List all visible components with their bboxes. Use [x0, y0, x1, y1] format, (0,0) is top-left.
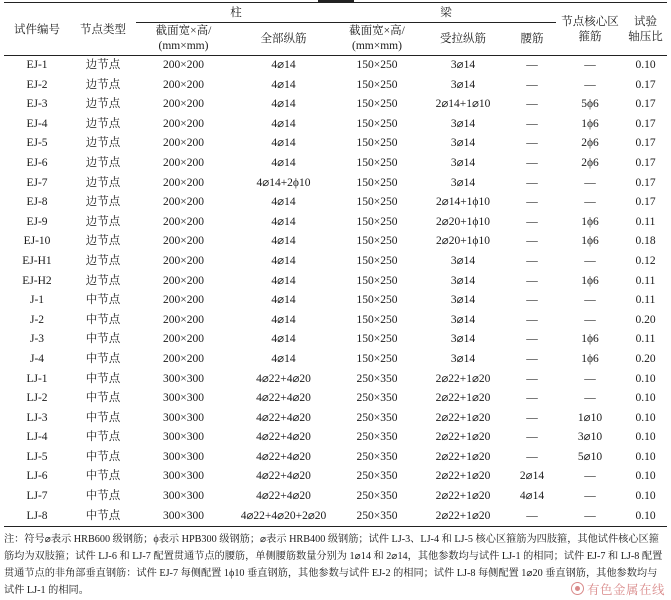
cell-beam-waist-rebar: —	[526, 372, 538, 385]
cell-column-section: 300×300	[163, 450, 204, 463]
cell-core-stirrup: 3⌀10	[577, 431, 603, 444]
cell-beam-tension-rebar: 3⌀14	[450, 254, 476, 267]
cell-joint-type: 边节点	[85, 176, 121, 189]
header-column-rebar: 全部纵筋	[231, 23, 336, 56]
cell-beam-section: 150×250	[356, 117, 398, 130]
cell-specimen-id: LJ-8	[4, 507, 70, 527]
table-row	[4, 174, 667, 194]
cell-axial-ratio: 0.10	[635, 411, 656, 424]
cell-beam-tension-rebar: 2⌀22+1⌀20	[435, 431, 491, 444]
cell-specimen-id: J-1	[29, 294, 45, 307]
cell-column-section: 200×200	[163, 98, 204, 111]
cell-core-stirrup: 2ϕ6	[581, 137, 599, 150]
cell-beam-section: 150×250	[356, 98, 398, 111]
cell-core-stirrup: —	[584, 196, 596, 209]
cell-joint-type: 边节点	[85, 156, 121, 169]
cell-specimen-id: LJ-6	[26, 470, 48, 483]
cell-core-stirrup: 5ϕ6	[581, 98, 599, 111]
cell-column-rebar: 4⌀14	[271, 274, 296, 287]
cell-column-rebar: 4⌀14	[271, 156, 296, 169]
cell-column-section: 200×200	[163, 294, 204, 307]
cell-beam-tension-rebar: 2⌀22+1⌀20	[435, 450, 491, 463]
cell-core-stirrup: 1ϕ6	[581, 274, 599, 287]
table-row	[4, 370, 667, 390]
cell-axial-ratio: 0.17	[635, 137, 656, 150]
cell-joint-type: 中节点	[70, 507, 136, 527]
table-row	[4, 311, 667, 331]
cell-beam-waist-rebar: —	[526, 411, 538, 424]
cell-beam-tension-rebar: 2⌀20+1ϕ10	[436, 235, 490, 248]
cell-column-section: 200×200	[163, 176, 204, 189]
cell-column-rebar: 4⌀14	[271, 215, 296, 228]
cell-column-section: 200×200	[163, 78, 204, 91]
cell-column-section: 200×200	[163, 254, 204, 267]
cell-axial-ratio: 0.10	[635, 59, 656, 71]
cell-core-stirrup: 1⌀10	[577, 411, 603, 424]
cell-core-stirrup: 1ϕ6	[581, 333, 599, 346]
table-body	[4, 56, 667, 527]
cell-axial-ratio: 0.17	[635, 98, 656, 111]
cell-column-rebar: 4⌀14	[271, 78, 296, 91]
cell-column-section: 200×200	[163, 137, 204, 150]
table-row	[4, 76, 667, 96]
cell-beam-tension-rebar: 3⌀14	[450, 333, 476, 346]
table-row	[4, 389, 667, 409]
cell-beam-tension-rebar: 2⌀22+1⌀20	[435, 490, 491, 503]
cell-beam-waist-rebar: —	[526, 215, 538, 228]
cell-column-section: 200×200	[163, 156, 204, 169]
cell-core-stirrup: —	[584, 372, 596, 385]
table-row	[4, 448, 667, 468]
cell-specimen-id: EJ-1	[26, 59, 48, 71]
cell-column-rebar: 4⌀22+4⌀20	[256, 372, 311, 385]
table-notes: 注：符号⌀表示 HRB600 级钢筋；ϕ表示 HPB300 级钢筋；⌀表示 HRB400 级钢筋；试件 LJ-3、LJ-4 和 LJ-5 核心区箍筋为四肢箍，其他试件核心区箍筋均为双肢箍；试件 LJ-6 和 LJ-7 配置贯通节点的腰筋，单侧腰筋数量分别为 1⌀14 和 2⌀14，其他参数均与试件 LJ-1 的相同；试件 EJ-7 和 LJ-8 配置贯通节点的非角部垂直钢筋：试件 EJ-7 每侧配置 1ϕ10 垂直钢筋，其他参数与试件 EJ-2 的相同；试件 LJ-8 每侧配置 1⌀20 垂直钢筋，其他参数均与试件 LJ-1 的相同。	[4, 534, 663, 596]
cell-beam-waist-rebar: —	[526, 196, 538, 209]
cell-column-rebar: 4⌀14	[271, 137, 296, 150]
cell-beam-waist-rebar: —	[526, 450, 538, 463]
cell-axial-ratio: 0.11	[635, 274, 656, 287]
table-row	[4, 232, 667, 252]
cell-column-rebar: 4⌀14	[271, 294, 296, 307]
cell-beam-tension-rebar: 2⌀22+1⌀20	[435, 392, 491, 405]
header-joint-type: 节点类型	[70, 5, 136, 56]
cell-joint-type: 中节点	[85, 470, 121, 483]
cell-column-rebar: 4⌀22+4⌀20	[256, 411, 311, 424]
table-row	[4, 95, 667, 115]
cell-joint-type: 边节点	[85, 254, 121, 267]
cell-beam-waist-rebar: 2⌀14	[519, 470, 545, 483]
cell-joint-type: 中节点	[85, 490, 121, 503]
header-group-beam: 梁	[336, 5, 556, 23]
cell-core-stirrup: 5⌀10	[577, 450, 603, 463]
cell-beam-section: 150×250	[356, 313, 398, 326]
table-row	[4, 272, 667, 292]
table-row	[4, 134, 667, 154]
table-row	[4, 291, 667, 311]
cell-specimen-id: J-3	[29, 333, 45, 346]
cell-beam-section: 150×250	[356, 352, 398, 365]
cell-beam-tension-rebar: 3⌀14	[450, 352, 476, 365]
cell-joint-type: 中节点	[85, 333, 121, 346]
cell-joint-type: 中节点	[85, 392, 121, 405]
table-row	[4, 115, 667, 135]
cell-column-rebar: 4⌀22+4⌀20	[256, 470, 311, 483]
cell-beam-section: 150×250	[356, 294, 398, 307]
cell-core-stirrup: 2ϕ6	[581, 156, 599, 169]
cell-beam-section: 250×350	[356, 411, 398, 424]
cell-column-rebar: 4⌀22+4⌀20	[256, 450, 311, 463]
cell-column-rebar: 4⌀14	[271, 352, 296, 365]
header-group-column: 柱	[136, 5, 336, 23]
cell-core-stirrup: —	[584, 294, 596, 307]
cell-specimen-id: LJ-1	[26, 372, 48, 385]
cell-specimen-id: EJ-5	[26, 137, 48, 150]
cell-specimen-id: LJ-3	[26, 411, 48, 424]
cell-core-stirrup: —	[556, 507, 624, 527]
cell-axial-ratio: 0.20	[635, 352, 656, 365]
table-row	[4, 487, 667, 507]
cell-column-rebar: 4⌀14	[271, 313, 296, 326]
table-row	[4, 154, 667, 174]
cell-joint-type: 中节点	[85, 294, 121, 307]
header-beam-tension-rebar: 受拉纵筋	[418, 23, 508, 56]
cell-axial-ratio: 0.18	[635, 235, 656, 248]
cell-core-stirrup: —	[584, 313, 596, 326]
cell-specimen-id: EJ-2	[26, 78, 48, 91]
cell-beam-waist-rebar: —	[526, 254, 538, 267]
cell-beam-section: 150×250	[356, 59, 398, 71]
table-row	[4, 330, 667, 350]
cell-axial-ratio: 0.10	[635, 450, 656, 463]
cell-beam-section: 150×250	[356, 215, 398, 228]
cell-beam-section: 150×250	[356, 156, 398, 169]
cell-beam-tension-rebar: 3⌀14	[450, 156, 476, 169]
cell-core-stirrup: 1ϕ6	[581, 352, 599, 365]
cell-beam-section: 150×250	[356, 274, 398, 287]
cell-joint-type: 边节点	[85, 274, 121, 287]
cell-beam-section: 250×350	[356, 372, 398, 385]
cell-column-rebar: 4⌀22+4⌀20+2⌀20	[231, 507, 336, 527]
table-row	[4, 56, 667, 76]
cell-core-stirrup: —	[584, 392, 596, 405]
header-beam-section: 截面宽×高/ (mm×mm)	[336, 23, 418, 56]
cell-beam-tension-rebar: 3⌀14	[450, 59, 476, 71]
cell-column-section: 300×300	[163, 431, 204, 444]
cell-axial-ratio: 0.12	[635, 254, 656, 267]
cell-core-stirrup: —	[584, 470, 596, 483]
cell-beam-waist-rebar: —	[526, 98, 538, 111]
cell-axial-ratio: 0.10	[624, 507, 667, 527]
cell-axial-ratio: 0.10	[635, 490, 656, 503]
cell-column-section: 300×300	[163, 490, 204, 503]
cell-beam-tension-rebar: 3⌀14	[450, 78, 476, 91]
cell-beam-waist-rebar: —	[526, 137, 538, 150]
cell-column-section: 300×300	[163, 392, 204, 405]
header-row-group	[4, 5, 667, 23]
cell-beam-tension-rebar: 2⌀14+1ϕ10	[436, 196, 490, 209]
cell-column-rebar: 4⌀14	[271, 235, 296, 248]
cell-specimen-id: EJ-8	[26, 196, 48, 209]
cell-beam-tension-rebar: 3⌀14	[450, 274, 476, 287]
cell-joint-type: 边节点	[85, 59, 121, 71]
table-row	[4, 467, 667, 487]
cell-column-rebar: 4⌀14	[271, 98, 296, 111]
table-row	[4, 507, 667, 527]
cell-beam-tension-rebar: 2⌀22+1⌀20	[435, 470, 491, 483]
cell-axial-ratio: 0.11	[635, 333, 656, 346]
cell-core-stirrup: —	[584, 490, 596, 503]
cell-beam-section: 150×250	[356, 78, 398, 91]
cell-axial-ratio: 0.10	[635, 392, 656, 405]
cell-axial-ratio: 0.11	[635, 294, 656, 307]
cell-column-section: 200×200	[163, 274, 204, 287]
cell-specimen-id: LJ-2	[26, 392, 48, 405]
cell-beam-section: 250×350	[356, 450, 398, 463]
cell-column-section: 200×200	[163, 196, 204, 209]
cell-beam-section: 150×250	[356, 176, 398, 189]
cell-beam-section: 250×350	[356, 431, 398, 444]
cell-specimen-id: EJ-4	[26, 117, 48, 130]
cell-beam-section: 250×350	[356, 470, 398, 483]
cell-axial-ratio: 0.17	[635, 156, 656, 169]
header-beam-waist-rebar: 腰筋	[508, 23, 556, 56]
watermark	[571, 580, 665, 598]
cell-column-section: 300×300	[136, 507, 231, 527]
cell-specimen-id: J-2	[29, 313, 45, 326]
header-axial-ratio: 试验 轴压比	[624, 5, 667, 56]
cell-beam-waist-rebar: —	[526, 78, 538, 91]
cell-specimen-id: EJ-3	[26, 98, 48, 111]
cell-core-stirrup: —	[584, 176, 596, 189]
cell-column-section: 200×200	[163, 215, 204, 228]
cell-beam-waist-rebar: —	[508, 507, 556, 527]
cell-axial-ratio: 0.10	[635, 431, 656, 444]
cell-axial-ratio: 0.17	[635, 176, 656, 189]
cell-axial-ratio: 0.17	[635, 196, 656, 209]
watermark-text: 有色金属在线	[586, 582, 665, 597]
cell-axial-ratio: 0.20	[635, 313, 656, 326]
cell-beam-waist-rebar: —	[526, 352, 538, 365]
cell-beam-waist-rebar: —	[526, 333, 538, 346]
cell-axial-ratio: 0.11	[635, 215, 656, 228]
cell-beam-waist-rebar: —	[526, 59, 538, 71]
table-row	[4, 193, 667, 213]
cell-beam-waist-rebar: —	[526, 176, 538, 189]
cell-beam-tension-rebar: 2⌀22+1⌀20	[435, 411, 491, 424]
cell-column-rebar: 4⌀22+4⌀20	[256, 431, 311, 444]
watermark-logo-icon	[571, 582, 584, 595]
cell-beam-section: 150×250	[356, 137, 398, 150]
cell-column-rebar: 4⌀14	[271, 254, 296, 267]
specimen-parameter-table	[4, 5, 667, 527]
cell-beam-tension-rebar: 3⌀14	[450, 313, 476, 326]
cell-beam-tension-rebar: 2⌀20+1ϕ10	[436, 215, 490, 228]
cell-beam-tension-rebar: 3⌀14	[450, 137, 476, 150]
cell-column-section: 200×200	[163, 235, 204, 248]
cell-specimen-id: EJ-6	[26, 156, 48, 169]
cell-specimen-id: EJ-9	[26, 215, 48, 228]
table-row	[4, 428, 667, 448]
cell-joint-type: 边节点	[85, 117, 121, 130]
table-row	[4, 252, 667, 272]
cell-beam-waist-rebar: 4⌀14	[519, 490, 545, 503]
cell-specimen-id: EJ-7	[26, 176, 48, 189]
cell-beam-waist-rebar: —	[526, 117, 538, 130]
cell-joint-type: 中节点	[85, 411, 121, 424]
cell-specimen-id: J-4	[29, 352, 45, 365]
cell-specimen-id: LJ-7	[26, 490, 48, 503]
cell-beam-section: 150×250	[356, 235, 398, 248]
header-core-stirrup: 节点核心区 箍筋	[556, 5, 624, 56]
cell-beam-section: 250×350	[356, 392, 398, 405]
cell-column-section: 300×300	[163, 470, 204, 483]
cell-specimen-id: LJ-5	[26, 450, 48, 463]
cell-specimen-id: EJ-H1	[22, 254, 52, 267]
cell-beam-tension-rebar: 2⌀22+1⌀20	[435, 372, 491, 385]
cell-column-rebar: 4⌀22+4⌀20	[256, 490, 311, 503]
table-row	[4, 409, 667, 429]
cell-beam-waist-rebar: —	[526, 274, 538, 287]
table-row	[4, 213, 667, 233]
cell-axial-ratio: 0.10	[635, 470, 656, 483]
cell-beam-waist-rebar: —	[526, 431, 538, 444]
cell-beam-section: 150×250	[356, 333, 398, 346]
cell-joint-type: 中节点	[85, 352, 121, 365]
cell-beam-section: 250×350	[356, 490, 398, 503]
cell-axial-ratio: 0.17	[635, 78, 656, 91]
cell-column-section: 200×200	[163, 333, 204, 346]
cell-joint-type: 边节点	[85, 98, 121, 111]
cell-beam-tension-rebar: 2⌀14+1⌀10	[435, 98, 491, 111]
cell-beam-section: 250×350	[336, 507, 418, 527]
cell-specimen-id: EJ-H2	[22, 274, 52, 287]
cell-column-rebar: 4⌀14	[271, 333, 296, 346]
cell-column-section: 200×200	[163, 117, 204, 130]
header-column-section: 截面宽×高/ (mm×mm)	[136, 23, 231, 56]
cell-core-stirrup: —	[584, 59, 596, 71]
cell-beam-waist-rebar: —	[526, 294, 538, 307]
cell-joint-type: 中节点	[85, 313, 121, 326]
cell-beam-waist-rebar: —	[526, 313, 538, 326]
cell-core-stirrup: —	[584, 78, 596, 91]
cell-column-rebar: 4⌀22+4⌀20	[256, 392, 311, 405]
cell-beam-section: 150×250	[356, 196, 398, 209]
cell-axial-ratio: 0.17	[635, 117, 656, 130]
cell-joint-type: 中节点	[85, 372, 121, 385]
cell-beam-section: 150×250	[356, 254, 398, 267]
cell-beam-tension-rebar: 3⌀14	[450, 176, 476, 189]
cell-beam-waist-rebar: —	[526, 392, 538, 405]
cell-column-rebar: 4⌀14	[271, 59, 296, 71]
cell-joint-type: 边节点	[85, 215, 121, 228]
cell-core-stirrup: 1ϕ6	[581, 117, 599, 130]
cell-beam-tension-rebar: 3⌀14	[450, 294, 476, 307]
cell-joint-type: 边节点	[85, 235, 121, 248]
table-top-mark	[318, 0, 354, 3]
cell-column-rebar: 4⌀14+2ϕ10	[256, 176, 311, 189]
header-specimen-id: 试件编号	[4, 5, 70, 56]
cell-core-stirrup: 1ϕ6	[581, 235, 599, 248]
cell-joint-type: 中节点	[85, 450, 121, 463]
cell-joint-type: 边节点	[85, 137, 121, 150]
cell-beam-waist-rebar: —	[526, 235, 538, 248]
cell-beam-tension-rebar: 3⌀14	[450, 117, 476, 130]
cell-core-stirrup: 1ϕ6	[581, 215, 599, 228]
cell-joint-type: 中节点	[85, 431, 121, 444]
cell-column-section: 200×200	[163, 313, 204, 326]
cell-joint-type: 边节点	[85, 78, 121, 91]
cell-specimen-id: EJ-10	[23, 235, 51, 248]
cell-column-section: 300×300	[163, 411, 204, 424]
cell-column-section: 200×200	[163, 59, 204, 71]
cell-axial-ratio: 0.10	[635, 372, 656, 385]
cell-beam-tension-rebar: 2⌀22+1⌀20	[418, 507, 508, 527]
cell-core-stirrup: —	[584, 254, 596, 267]
cell-column-rebar: 4⌀14	[271, 196, 296, 209]
cell-column-section: 200×200	[163, 352, 204, 365]
cell-column-section: 300×300	[163, 372, 204, 385]
cell-specimen-id: LJ-4	[26, 431, 48, 444]
cell-joint-type: 边节点	[85, 196, 121, 209]
cell-column-rebar: 4⌀14	[271, 117, 296, 130]
table-row	[4, 350, 667, 370]
cell-beam-waist-rebar: —	[526, 156, 538, 169]
